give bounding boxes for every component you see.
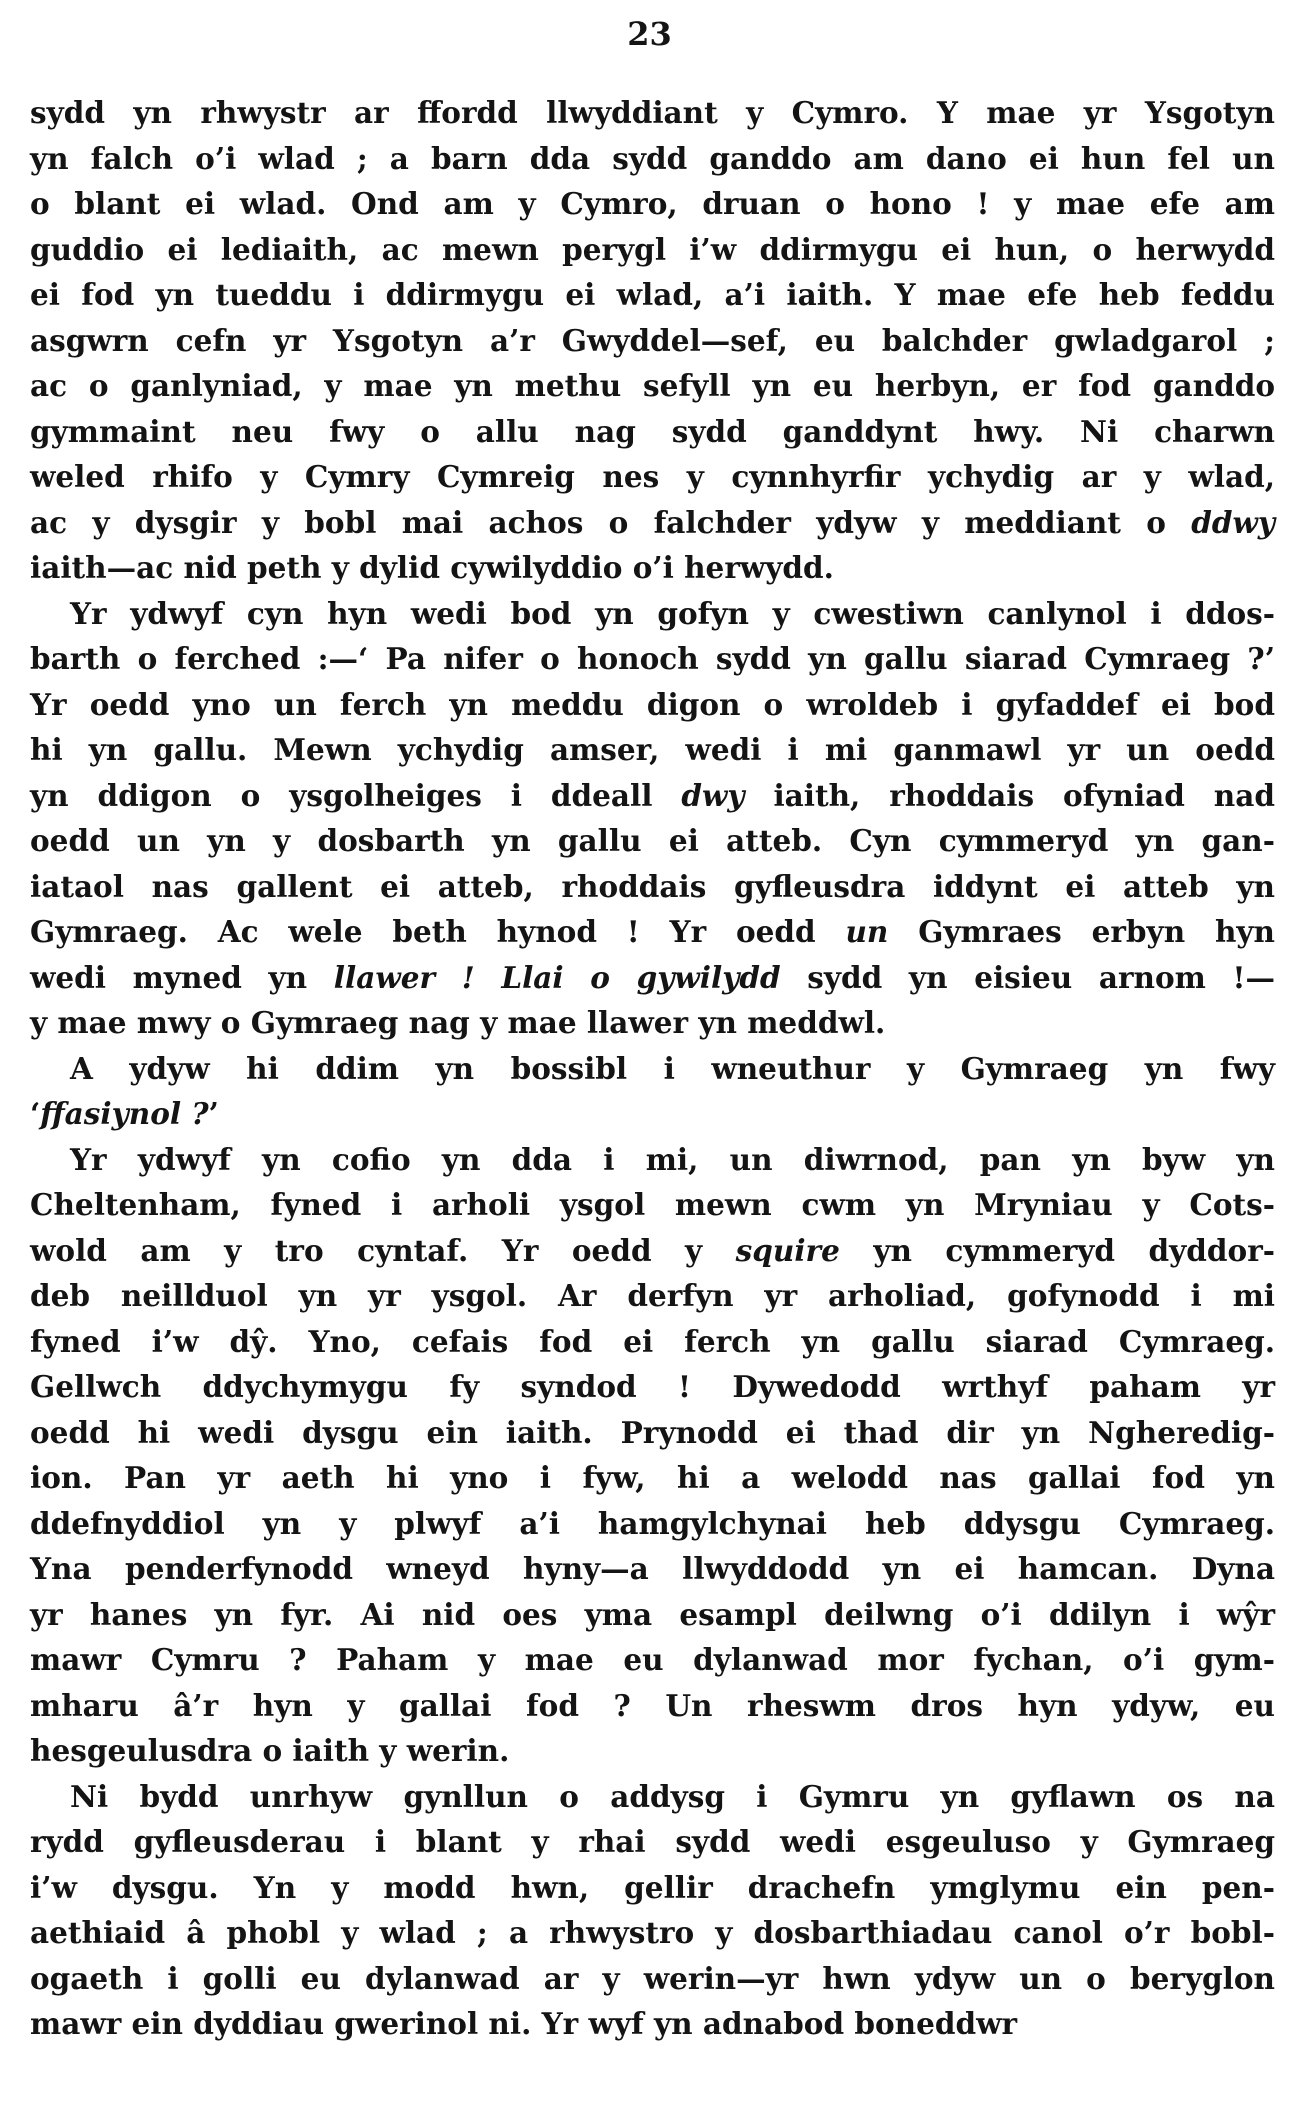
text-run: mharu â’r hyn y gallai fod ? Un rheswm dros hyn ydyw, eu bbox=[30, 1687, 1275, 1723]
text-run: guddio ei lediaith, ac mewn perygl i’w ddirmygu ei hun, o herwydd bbox=[30, 231, 1275, 267]
text-line bbox=[30, 1819, 1275, 1865]
text-line bbox=[30, 1774, 1275, 1820]
text-line bbox=[30, 272, 1275, 318]
text-line bbox=[30, 955, 1275, 1001]
text-line bbox=[30, 1000, 1275, 1046]
italic-text: llawer ! bbox=[333, 959, 475, 995]
text-line bbox=[30, 1546, 1275, 1592]
text-line bbox=[30, 591, 1275, 637]
text-line bbox=[30, 1228, 1275, 1274]
text-run: fyned i’w dŷ. Yno, cefais fod ei ferch yn gallu siarad Cymraeg. bbox=[30, 1323, 1275, 1359]
text-run: y mae mwy o Gymraeg nag y mae llawer yn meddwl. bbox=[30, 1005, 886, 1040]
text-run: iaith—ac nid peth y dylid cywilyddio o’i herwydd. bbox=[30, 550, 834, 585]
text-line bbox=[30, 1592, 1275, 1638]
text-line bbox=[30, 1865, 1275, 1911]
text-run: Gymraes erbyn hyn bbox=[888, 914, 1275, 949]
text-run: wedi myned yn bbox=[30, 959, 334, 995]
text-line bbox=[30, 909, 1275, 955]
text-line bbox=[30, 227, 1275, 273]
text-run: ‘ bbox=[30, 1096, 41, 1131]
page-number: 23 bbox=[627, 15, 672, 53]
text-run: mawr Cymru ? Paham y mae eu dylanwad mor fychan, o’i gym- bbox=[30, 1642, 1275, 1677]
text-run: deb neillduol yn yr ysgol. Ar derfyn yr arholiad, gofynodd i mi bbox=[30, 1278, 1275, 1313]
text-line bbox=[30, 1364, 1275, 1410]
text-run: gymmaint neu fwy o allu nag sydd ganddynt hwy. Ni charwn bbox=[30, 413, 1275, 449]
text-run: hi yn gallu. Mewn ychydig amser, wedi i mi ganmawl yr un oedd bbox=[30, 732, 1275, 767]
text-line bbox=[30, 363, 1275, 409]
text-run: ac o ganlyniad, y mae yn methu sefyll yn eu herbyn, er fod ganddo bbox=[30, 368, 1275, 403]
text-line bbox=[30, 1273, 1275, 1319]
text-run: Gymraeg. Ac wele beth hynod ! Yr oedd bbox=[30, 914, 846, 949]
text-line bbox=[30, 318, 1275, 364]
text-run: ddefnyddiol yn y plwyf a’i hamgylchynai heb ddysgu Cymraeg. bbox=[30, 1505, 1275, 1541]
text-line bbox=[30, 1956, 1275, 2002]
text-run: yn ddigon o ysgolheiges i ddeall bbox=[30, 777, 682, 813]
text-run: Gellwch ddychymygu fy syndod ! Dywedodd wrthyf paham yr bbox=[30, 1369, 1275, 1404]
text-run: Yna penderfynodd wneyd hyny—a llwyddodd yn ei hamcan. Dyna bbox=[30, 1551, 1275, 1586]
text-run: yn cymmeryd dyddor- bbox=[839, 1232, 1275, 1268]
text-line bbox=[30, 1455, 1275, 1501]
text-run: ac y dysgir y bobl mai achos o falchder ydyw y meddiant o bbox=[30, 504, 1192, 540]
text-line bbox=[30, 1137, 1275, 1183]
text-run: ei fod yn tueddu i ddirmygu ei wlad, a’i iaith. Y mae efe heb feddu bbox=[30, 277, 1275, 312]
text-line bbox=[30, 864, 1275, 910]
text-run: asgwrn cefn yr Ysgotyn a’r Gwyddel—sef, eu balchder gwladgarol ; bbox=[30, 322, 1275, 358]
text-run: A ydyw hi ddim yn bossibl i wneuthur y Gymraeg yn fwy bbox=[70, 1050, 1275, 1086]
text-run: rydd gyfleusderau i blant y rhai sydd wedi esgeuluso y Gymraeg bbox=[30, 1824, 1275, 1859]
text-run: iaith, rhoddais ofyniad nad bbox=[744, 777, 1275, 813]
text-run: Yr ydwyf yn cofio yn dda i mi, un diwrnod, pan yn byw yn bbox=[70, 1141, 1275, 1177]
text-run: wold am y tro cyntaf. Yr oedd y bbox=[30, 1232, 736, 1268]
text-line bbox=[30, 682, 1275, 728]
text-run: sydd yn rhwystr ar ffordd llwyddiant y Cymro. Y mae yr Ysgotyn bbox=[30, 95, 1275, 130]
text-run: yn falch o’i wlad ; a barn dda sydd ganddo am dano ei hun fel un bbox=[30, 140, 1275, 176]
text-run: Ni bydd unrhyw gynllun o addysg i Gymru yn gyflawn os na bbox=[70, 1778, 1275, 1814]
text-run: sydd yn eisieu arnom !— bbox=[780, 959, 1275, 995]
text-line bbox=[30, 181, 1275, 227]
text-run: ion. Pan yr aeth hi yno i fyw, hi a welodd nas gallai fod yn bbox=[30, 1460, 1275, 1495]
text-line bbox=[30, 90, 1275, 136]
text-line bbox=[30, 545, 1275, 591]
text-run bbox=[475, 960, 502, 995]
text-line bbox=[30, 1728, 1275, 1774]
italic-text: Llai o gywilydd bbox=[501, 959, 781, 995]
text-run: aethiaid â phobl y wlad ; a rhwystro y dosbarthiadau canol o’r bobl- bbox=[30, 1915, 1275, 1950]
text-line bbox=[30, 136, 1275, 182]
text-run: mawr ein dyddiau gwerinol ni. Yr wyf yn adnabod boneddwr bbox=[30, 2006, 1018, 2041]
italic-text: squire bbox=[735, 1232, 840, 1268]
body-text bbox=[30, 90, 1275, 2047]
text-run: o blant ei wlad. Ond am y Cymro, druan o hono ! y mae efe am bbox=[30, 186, 1275, 221]
text-line bbox=[30, 636, 1275, 682]
text-run: i’w dysgu. Yn y modd hwn, gellir drachefn ymglymu ein pen- bbox=[30, 1869, 1275, 1905]
text-line bbox=[30, 727, 1275, 773]
text-run: Yr oedd yno un ferch yn meddu digon o wroldeb i gyfaddef ei bod bbox=[30, 686, 1275, 722]
text-run: ogaeth i golli eu dylanwad ar y werin—yr hwn ydyw un o beryglon bbox=[30, 1960, 1275, 1996]
italic-text: un bbox=[845, 914, 889, 949]
text-run: hesgeulusdra o iaith y werin. bbox=[30, 1733, 510, 1768]
text-line bbox=[30, 1410, 1275, 1456]
text-line bbox=[30, 1182, 1275, 1228]
text-line bbox=[30, 818, 1275, 864]
text-line bbox=[30, 1501, 1275, 1547]
text-run: weled rhifo y Cymry Cymreig nes y cynnhyrfir ychydig ar y wlad, bbox=[30, 459, 1275, 494]
text-run: barth o ferched :—‘ Pa nifer o honoch sydd yn gallu siarad Cymraeg ?’ bbox=[30, 641, 1275, 676]
text-line bbox=[30, 409, 1275, 455]
text-line bbox=[30, 1683, 1275, 1729]
text-line bbox=[30, 2001, 1275, 2047]
text-run: iataol nas gallent ei atteb, rhoddais gyfleusdra iddynt ei atteb yn bbox=[30, 868, 1275, 904]
text-run: oedd hi wedi dysgu ein iaith. Prynodd ei thad dir yn Ngheredig- bbox=[30, 1414, 1275, 1450]
text-line bbox=[30, 1091, 1275, 1137]
text-line bbox=[30, 1046, 1275, 1092]
text-run: oedd un yn y dosbarth yn gallu ei atteb. Cyn cymmeryd yn gan- bbox=[30, 823, 1275, 858]
italic-text: dwy bbox=[681, 777, 745, 813]
text-line bbox=[30, 1910, 1275, 1956]
italic-text: ffasiynol ? bbox=[40, 1096, 209, 1131]
italic-text: ddwy bbox=[1191, 504, 1275, 540]
text-line bbox=[30, 500, 1275, 546]
text-run: Cheltenham, fyned i arholi ysgol mewn cwm yn Mryniau y Cots- bbox=[30, 1187, 1275, 1222]
text-run: Yr ydwyf cyn hyn wedi bod yn gofyn y cwestiwn canlynol i ddos- bbox=[70, 595, 1275, 631]
text-line bbox=[30, 1319, 1275, 1365]
text-run: ’ bbox=[208, 1096, 219, 1131]
text-line bbox=[30, 773, 1275, 819]
text-line bbox=[30, 1637, 1275, 1683]
text-run: yr hanes yn fyr. Ai nid oes yma esampl deilwng o’i ddilyn i wŷr bbox=[30, 1596, 1275, 1632]
text-line bbox=[30, 454, 1275, 500]
